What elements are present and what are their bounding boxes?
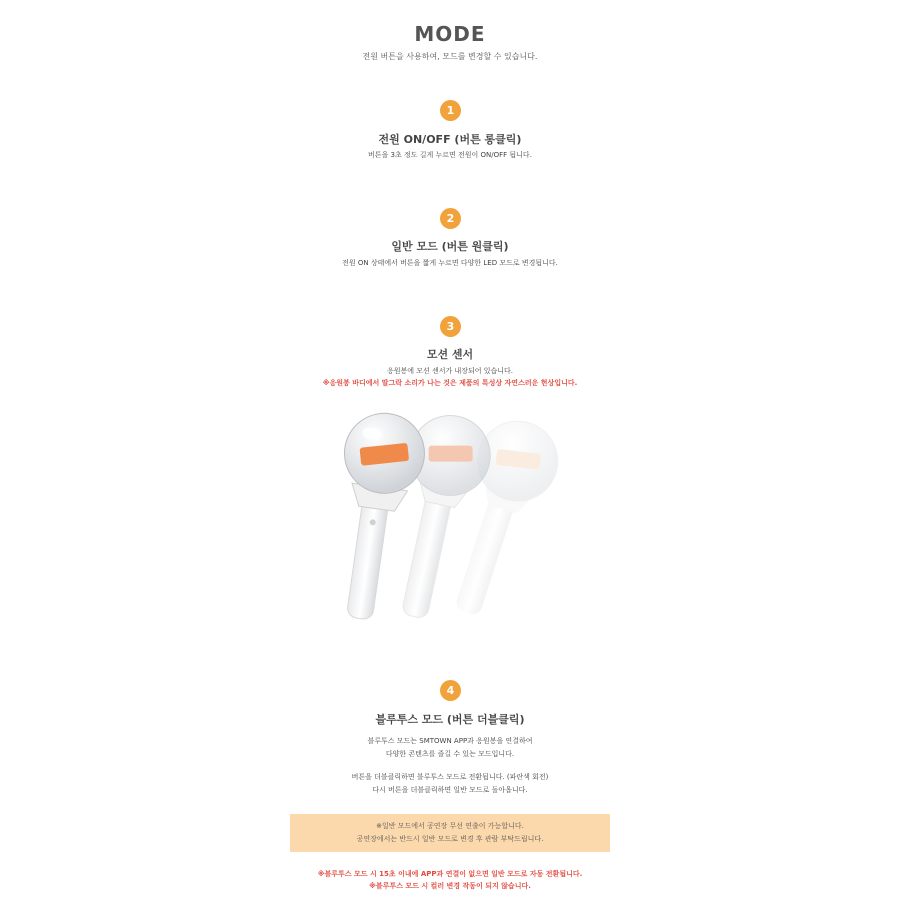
step-1-desc: 버튼을 3초 정도 길게 누르면 전원이 ON/OFF 됩니다. [368,151,532,159]
note-line: 공연장에서는 반드시 일반 모드로 변경 후 관람 부탁드립니다. [356,835,544,843]
footer-warning: ※블루투스 모드 시 15초 이내에 APP과 연결이 없으면 일반 모드로 자동 전환됩니다. [317,870,583,878]
page-title: MODE [414,22,486,46]
note-box [290,814,610,852]
step-3-warning: ※응원봉 바디에서 딸그락 소리가 나는 것은 제품의 특성상 자연스러운 현상입니다. [322,379,578,387]
step-3-desc: 응원봉에 모션 센서가 내장되어 있습니다. [386,367,514,375]
step-2-title: 일반 모드 (버튼 원클릭) [391,240,509,253]
lightstick-image [320,405,580,625]
step-3-title: 모션 센서 [426,348,474,361]
step-4-title: 블루투스 모드 (버튼 더블클릭) [375,713,525,726]
step-1-badge: 1 [440,100,461,121]
step-3-badge: 3 [440,316,461,337]
step-2-badge: 2 [440,208,461,229]
page-subtitle: 전원 버튼을 사용하여, 모드를 변경할 수 있습니다. [362,52,538,61]
footer-warning: ※블루투스 모드 시 컬러 변경 작동이 되지 않습니다. [369,882,531,890]
step-4-desc-line: 버튼을 더블클릭하면 블루투스 모드로 전환됩니다. (파란색 회전) [351,773,549,781]
step-4-desc-line: 다양한 콘텐츠를 즐길 수 있는 모드입니다. [385,750,515,758]
step-2-desc: 전원 ON 상태에서 버튼을 짧게 누르면 다양한 LED 모드로 변경됩니다. [342,259,558,267]
step-4-badge: 4 [440,680,461,701]
step-4-desc-line: 블루투스 모드는 SMTOWN APP과 응원봉을 연결하여 [367,737,533,745]
note-line: ※일반 모드에서 공연장 무선 연출이 가능합니다. [376,822,524,830]
step-4-desc-line: 다시 버튼을 더블클릭하면 일반 모드로 돌아옵니다. [372,786,528,794]
step-1-title: 전원 ON/OFF (버튼 롱클릭) [378,133,522,146]
